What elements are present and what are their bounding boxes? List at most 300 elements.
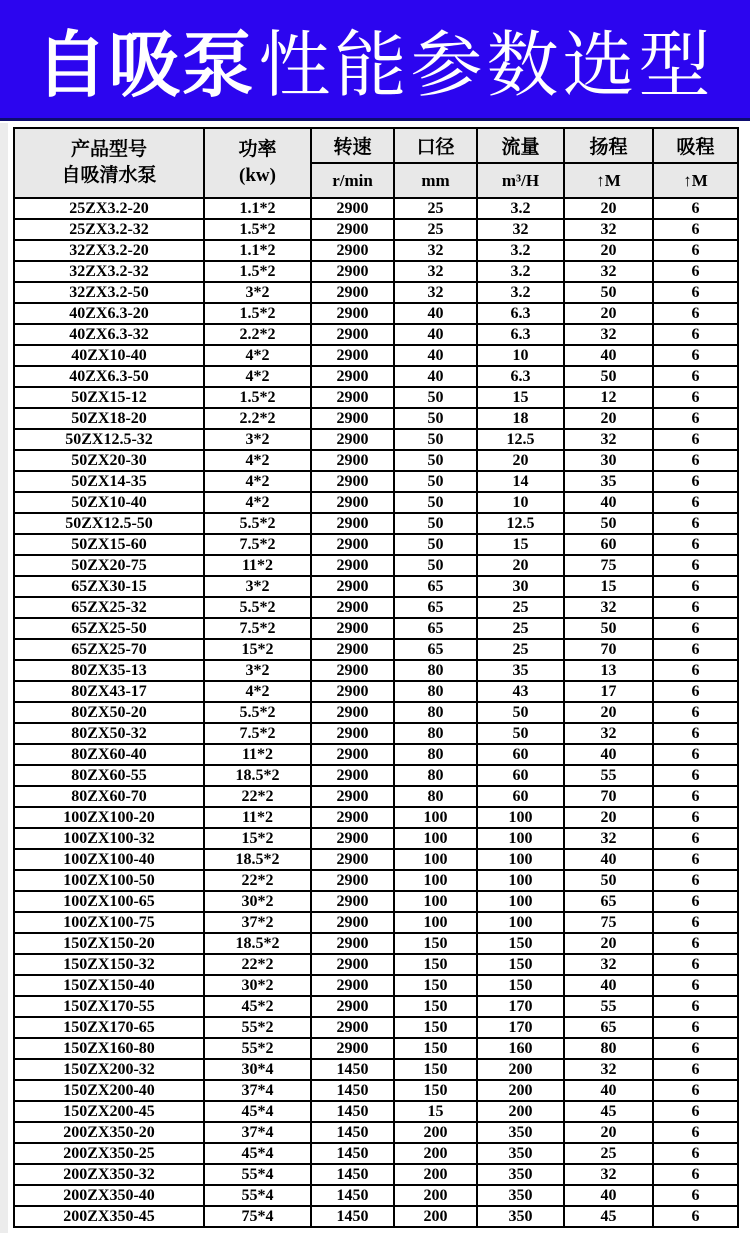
header-model: [14, 128, 204, 198]
table-cell: 18: [477, 408, 564, 429]
header-head-unit: ↑M: [564, 163, 653, 198]
table-cell: 32: [564, 828, 653, 849]
table-cell: 6: [653, 597, 738, 618]
table-cell: 40: [564, 1080, 653, 1101]
table-cell: 80: [394, 660, 477, 681]
table-cell: 6: [653, 198, 738, 219]
table-cell: 1.5*2: [204, 261, 311, 282]
table-cell: 20: [477, 450, 564, 471]
table-row: [14, 849, 738, 870]
table-row: [14, 807, 738, 828]
table-cell: 55: [564, 765, 653, 786]
table-cell: 10: [477, 345, 564, 366]
table-cell: 6: [653, 345, 738, 366]
table-cell: 32: [394, 282, 477, 303]
table-cell: 40ZX6.3-50: [14, 366, 204, 387]
table-cell: 25ZX3.2-32: [14, 219, 204, 240]
table-cell: 200ZX350-25: [14, 1143, 204, 1164]
table-cell: 2900: [311, 324, 394, 345]
table-cell: 100: [477, 828, 564, 849]
table-cell: 80: [564, 1038, 653, 1059]
table-cell: 6: [653, 1164, 738, 1185]
table-cell: 40: [564, 744, 653, 765]
table-cell: 50: [564, 366, 653, 387]
table-cell: 6: [653, 702, 738, 723]
table-cell: 2900: [311, 366, 394, 387]
table-row: [14, 198, 738, 219]
table-cell: 12.5: [477, 429, 564, 450]
table-cell: 40ZX6.3-32: [14, 324, 204, 345]
table-cell: 6: [653, 408, 738, 429]
table-cell: 60: [477, 744, 564, 765]
table-cell: 70: [564, 786, 653, 807]
table-cell: 65: [394, 576, 477, 597]
table-cell: 3*2: [204, 429, 311, 450]
table-cell: 14: [477, 471, 564, 492]
table-cell: 32ZX3.2-20: [14, 240, 204, 261]
table-cell: 18.5*2: [204, 933, 311, 954]
table-cell: 50: [394, 555, 477, 576]
table-cell: 65ZX25-50: [14, 618, 204, 639]
table-cell: 2900: [311, 387, 394, 408]
table-cell: 50ZX20-30: [14, 450, 204, 471]
table-cell: 350: [477, 1143, 564, 1164]
table-cell: 55*2: [204, 1017, 311, 1038]
table-cell: 1450: [311, 1185, 394, 1206]
table-cell: 65: [394, 618, 477, 639]
table-row: [14, 891, 738, 912]
table-cell: 45: [564, 1101, 653, 1122]
table-row: [14, 450, 738, 471]
table-cell: 100: [394, 849, 477, 870]
table-cell: 6: [653, 723, 738, 744]
header-speed-unit: r/min: [311, 163, 394, 198]
table-cell: 150ZX200-40: [14, 1080, 204, 1101]
table-cell: 150ZX200-32: [14, 1059, 204, 1080]
table-row: [14, 639, 738, 660]
table-cell: 1.5*2: [204, 387, 311, 408]
table-cell: 150ZX200-45: [14, 1101, 204, 1122]
table-cell: 32: [564, 324, 653, 345]
table-row: [14, 1059, 738, 1080]
table-cell: 32: [394, 240, 477, 261]
table-cell: 32: [564, 1164, 653, 1185]
table-cell: 20: [564, 702, 653, 723]
table-cell: 3.2: [477, 240, 564, 261]
table-cell: 60: [564, 534, 653, 555]
table-cell: 15: [564, 576, 653, 597]
table-cell: 2900: [311, 261, 394, 282]
table-cell: 1450: [311, 1206, 394, 1227]
table-cell: 200ZX350-32: [14, 1164, 204, 1185]
table-cell: 100: [394, 828, 477, 849]
table-cell: 35: [564, 471, 653, 492]
table-row: [14, 933, 738, 954]
table-cell: 150ZX150-32: [14, 954, 204, 975]
table-cell: 2900: [311, 996, 394, 1017]
table-cell: 50: [477, 702, 564, 723]
table-cell: 65: [394, 597, 477, 618]
table-cell: 2900: [311, 408, 394, 429]
table-cell: 100: [394, 912, 477, 933]
table-cell: 45*4: [204, 1101, 311, 1122]
table-cell: 150ZX170-55: [14, 996, 204, 1017]
table-cell: 7.5*2: [204, 618, 311, 639]
table-cell: 4*2: [204, 471, 311, 492]
table-cell: 2.2*2: [204, 408, 311, 429]
table-cell: 2900: [311, 555, 394, 576]
table-cell: 6: [653, 618, 738, 639]
page-edge-strip: [0, 123, 8, 1233]
table-cell: 5.5*2: [204, 597, 311, 618]
table-row: [14, 765, 738, 786]
table-cell: 6: [653, 996, 738, 1017]
table-row: [14, 1017, 738, 1038]
table-cell: 6: [653, 933, 738, 954]
table-cell: 50: [564, 513, 653, 534]
table-cell: 75: [564, 555, 653, 576]
table-cell: 3.2: [477, 282, 564, 303]
table-cell: 1450: [311, 1080, 394, 1101]
table-cell: 11*2: [204, 807, 311, 828]
table-cell: 2900: [311, 807, 394, 828]
table-cell: 2900: [311, 765, 394, 786]
table-cell: 6: [653, 261, 738, 282]
table-cell: 20: [564, 198, 653, 219]
table-cell: 350: [477, 1185, 564, 1206]
table-cell: 200: [477, 1080, 564, 1101]
table-cell: 17: [564, 681, 653, 702]
table-cell: 3*2: [204, 282, 311, 303]
table-cell: 50ZX18-20: [14, 408, 204, 429]
table-cell: 100ZX100-65: [14, 891, 204, 912]
table-cell: 200ZX350-45: [14, 1206, 204, 1227]
table-cell: 80: [394, 765, 477, 786]
table-cell: 200: [477, 1101, 564, 1122]
table-cell: 32: [564, 261, 653, 282]
table-cell: 45: [564, 1206, 653, 1227]
table-cell: 150: [477, 933, 564, 954]
table-row: [14, 954, 738, 975]
table-cell: 50: [394, 492, 477, 513]
table-cell: 5.5*2: [204, 702, 311, 723]
table-cell: 2900: [311, 744, 394, 765]
table-cell: 6: [653, 1206, 738, 1227]
table-cell: 2900: [311, 828, 394, 849]
table-cell: 65ZX25-32: [14, 597, 204, 618]
table-cell: 2900: [311, 849, 394, 870]
table-cell: 80ZX60-55: [14, 765, 204, 786]
table-cell: 15*2: [204, 639, 311, 660]
table-header: [14, 128, 738, 198]
table-cell: 150: [394, 1038, 477, 1059]
table-cell: 50: [394, 471, 477, 492]
table-cell: 100ZX100-75: [14, 912, 204, 933]
table-cell: 20: [564, 933, 653, 954]
table-cell: 6: [653, 429, 738, 450]
table-row: [14, 471, 738, 492]
header-speed: 转速: [311, 128, 394, 163]
table-cell: 150ZX150-40: [14, 975, 204, 996]
table-cell: 70: [564, 639, 653, 660]
table-cell: 170: [477, 1017, 564, 1038]
table-cell: 80: [394, 681, 477, 702]
table-cell: 150: [394, 954, 477, 975]
table-cell: 65ZX30-15: [14, 576, 204, 597]
table-cell: 2.2*2: [204, 324, 311, 345]
table-cell: 55*2: [204, 1038, 311, 1059]
header-model-line1: 产品型号: [70, 139, 147, 161]
table-cell: 350: [477, 1164, 564, 1185]
table-row: [14, 870, 738, 891]
table-row: [14, 1101, 738, 1122]
table-cell: 40: [564, 1185, 653, 1206]
table-cell: 80: [394, 786, 477, 807]
table-cell: 2900: [311, 639, 394, 660]
table-cell: 4*2: [204, 450, 311, 471]
table-cell: 6: [653, 681, 738, 702]
table-cell: 10: [477, 492, 564, 513]
table-cell: 2900: [311, 1038, 394, 1059]
table-row: [14, 1122, 738, 1143]
table-cell: 6: [653, 240, 738, 261]
table-cell: 32: [477, 219, 564, 240]
table-cell: 20: [564, 1122, 653, 1143]
table-cell: 150ZX160-80: [14, 1038, 204, 1059]
table-cell: 32: [394, 261, 477, 282]
header-head: 扬程: [564, 128, 653, 163]
table-cell: 55*4: [204, 1164, 311, 1185]
table-row: [14, 828, 738, 849]
table-cell: 6: [653, 849, 738, 870]
table-cell: 6: [653, 1143, 738, 1164]
table-cell: 37*4: [204, 1080, 311, 1101]
table-cell: 32: [564, 1059, 653, 1080]
table-row: [14, 975, 738, 996]
table-row: [14, 681, 738, 702]
table-cell: 6: [653, 513, 738, 534]
table-cell: 160: [477, 1038, 564, 1059]
table-cell: 2900: [311, 492, 394, 513]
table-cell: 60: [477, 765, 564, 786]
table-cell: 50ZX15-12: [14, 387, 204, 408]
table-cell: 32: [564, 429, 653, 450]
table-row: [14, 324, 738, 345]
table-cell: 2900: [311, 891, 394, 912]
table-cell: 75: [564, 912, 653, 933]
table-cell: 200: [394, 1185, 477, 1206]
table-cell: 32: [564, 219, 653, 240]
table-cell: 6: [653, 786, 738, 807]
table-cell: 100ZX100-50: [14, 870, 204, 891]
table-row: [14, 660, 738, 681]
table-cell: 6: [653, 1080, 738, 1101]
table-cell: 100ZX100-32: [14, 828, 204, 849]
table-cell: 30: [564, 450, 653, 471]
table-row: [14, 345, 738, 366]
table-cell: 35: [477, 660, 564, 681]
table-cell: 2900: [311, 702, 394, 723]
table-cell: 25: [394, 198, 477, 219]
table-cell: 2900: [311, 912, 394, 933]
table-cell: 2900: [311, 681, 394, 702]
table-cell: 43: [477, 681, 564, 702]
table-cell: 50: [564, 282, 653, 303]
table-cell: 80ZX35-13: [14, 660, 204, 681]
table-cell: 18.5*2: [204, 849, 311, 870]
table-cell: 1.5*2: [204, 303, 311, 324]
table-cell: 100: [477, 912, 564, 933]
table-cell: 80ZX43-17: [14, 681, 204, 702]
table-cell: 15: [477, 387, 564, 408]
table-cell: 18.5*2: [204, 765, 311, 786]
table-cell: 2900: [311, 198, 394, 219]
table-row: [14, 744, 738, 765]
table-cell: 100ZX100-40: [14, 849, 204, 870]
table-row: [14, 786, 738, 807]
table-cell: 200: [394, 1143, 477, 1164]
table-cell: 100ZX100-20: [14, 807, 204, 828]
table-cell: 1450: [311, 1143, 394, 1164]
table-cell: 2900: [311, 282, 394, 303]
table-row: [14, 534, 738, 555]
table-cell: 40: [564, 345, 653, 366]
table-cell: 2900: [311, 345, 394, 366]
table-row: [14, 513, 738, 534]
table-cell: 200: [394, 1122, 477, 1143]
table-cell: 6: [653, 870, 738, 891]
table-body: [14, 198, 738, 1227]
table-cell: 100: [477, 891, 564, 912]
table-cell: 200ZX350-20: [14, 1122, 204, 1143]
table-cell: 40: [394, 345, 477, 366]
table-cell: 65: [564, 1017, 653, 1038]
table-cell: 3.2: [477, 198, 564, 219]
title-banner: [0, 0, 750, 121]
table-cell: 6: [653, 471, 738, 492]
table-cell: 37*2: [204, 912, 311, 933]
header-suction: 吸程: [653, 128, 738, 163]
table-cell: 50ZX15-60: [14, 534, 204, 555]
table-cell: 6: [653, 1101, 738, 1122]
table-row: [14, 429, 738, 450]
table-cell: 1450: [311, 1059, 394, 1080]
table-cell: 3.2: [477, 261, 564, 282]
table-cell: 100: [477, 849, 564, 870]
table-cell: 6: [653, 303, 738, 324]
header-flow-unit: m³/H: [477, 163, 564, 198]
table-row: [14, 912, 738, 933]
table-cell: 150: [477, 954, 564, 975]
table-cell: 45*2: [204, 996, 311, 1017]
table-cell: 75*4: [204, 1206, 311, 1227]
table-cell: 4*2: [204, 345, 311, 366]
table-cell: 6: [653, 828, 738, 849]
table-cell: 22*2: [204, 954, 311, 975]
table-cell: 60: [477, 786, 564, 807]
table-row: [14, 492, 738, 513]
table-cell: 2900: [311, 660, 394, 681]
table-cell: 80: [394, 744, 477, 765]
table-cell: 6: [653, 534, 738, 555]
table-cell: 11*2: [204, 744, 311, 765]
table-cell: 1450: [311, 1164, 394, 1185]
table-cell: 50: [564, 618, 653, 639]
table-cell: 65: [394, 639, 477, 660]
table-cell: 40: [564, 849, 653, 870]
table-cell: 50ZX12.5-50: [14, 513, 204, 534]
table-cell: 20: [564, 240, 653, 261]
table-cell: 2900: [311, 723, 394, 744]
table-cell: 6: [653, 282, 738, 303]
table-cell: 2900: [311, 534, 394, 555]
table-row: [14, 1038, 738, 1059]
table-cell: 30: [477, 576, 564, 597]
header-flow: 流量: [477, 128, 564, 163]
table-cell: 40: [394, 324, 477, 345]
table-cell: 3*2: [204, 576, 311, 597]
table-row: [14, 366, 738, 387]
table-cell: 6: [653, 660, 738, 681]
table-cell: 15: [394, 1101, 477, 1122]
table-cell: 200ZX350-40: [14, 1185, 204, 1206]
table-cell: 100: [394, 870, 477, 891]
table-cell: 150: [394, 1080, 477, 1101]
table-cell: 4*2: [204, 681, 311, 702]
pump-spec-table: [13, 127, 739, 1228]
table-cell: 6: [653, 324, 738, 345]
table-cell: 1.1*2: [204, 198, 311, 219]
table-cell: 55*4: [204, 1185, 311, 1206]
table-cell: 15*2: [204, 828, 311, 849]
table-cell: 22*2: [204, 870, 311, 891]
table-row: [14, 408, 738, 429]
table-cell: 50: [394, 429, 477, 450]
table-cell: 40: [394, 366, 477, 387]
table-cell: 6.3: [477, 303, 564, 324]
table-cell: 12.5: [477, 513, 564, 534]
table-cell: 350: [477, 1206, 564, 1227]
table-cell: 2900: [311, 471, 394, 492]
table-cell: 200: [394, 1206, 477, 1227]
table-cell: 65ZX25-70: [14, 639, 204, 660]
banner-title-light: 性能参数选型: [258, 26, 715, 106]
table-cell: 6.3: [477, 324, 564, 345]
table-row: [14, 1206, 738, 1227]
table-cell: 50: [394, 513, 477, 534]
table-cell: 200: [477, 1059, 564, 1080]
table-cell: 2900: [311, 240, 394, 261]
table-cell: 2900: [311, 975, 394, 996]
table-cell: 6: [653, 1017, 738, 1038]
table-cell: 6: [653, 387, 738, 408]
table-cell: 40: [564, 975, 653, 996]
table-cell: 2900: [311, 219, 394, 240]
table-cell: 50ZX14-35: [14, 471, 204, 492]
table-cell: 6: [653, 912, 738, 933]
table-cell: 50: [564, 870, 653, 891]
table-row: [14, 618, 738, 639]
table-cell: 6: [653, 1038, 738, 1059]
table-cell: 6: [653, 576, 738, 597]
table-cell: 100: [477, 870, 564, 891]
table-cell: 6: [653, 450, 738, 471]
table-cell: 32: [564, 597, 653, 618]
table-cell: 2900: [311, 786, 394, 807]
table-cell: 100: [477, 807, 564, 828]
table-cell: 20: [564, 807, 653, 828]
table-cell: 170: [477, 996, 564, 1017]
